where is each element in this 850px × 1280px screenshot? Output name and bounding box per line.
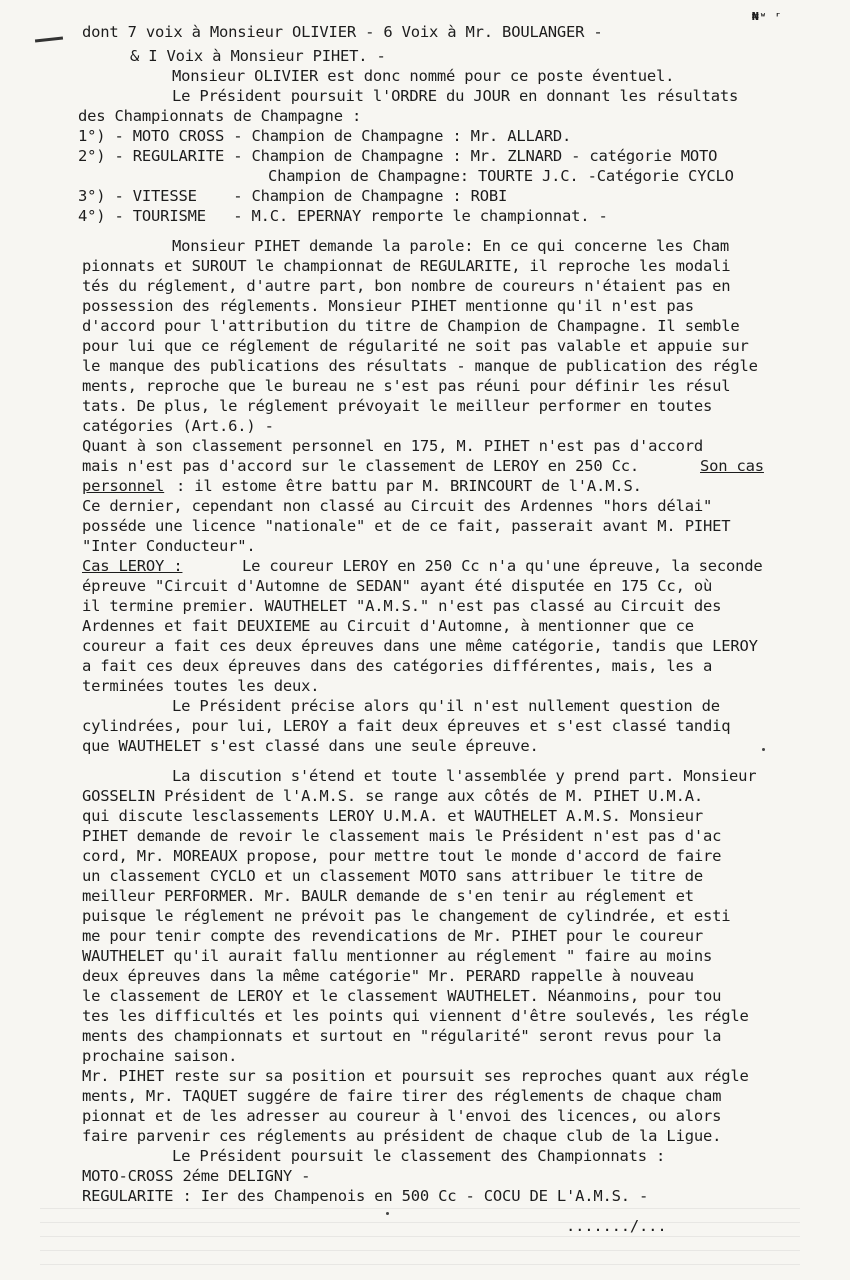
text-line: Le coureur LEROY en 250 Cc n'a qu'une épreuve, la seconde <box>242 557 763 575</box>
text-line: Ce dernier, cependant non classé au Circuit des Ardennes "hors délai" <box>82 497 713 515</box>
text-line: coureur a fait ces deux épreuves dans une même catégorie, tandis que LEROY <box>82 637 758 655</box>
text-line: Quant à son classement personnel en 175, M. PIHET n'est pas d'accord <box>82 437 703 455</box>
list-item-regularite-cyclo: Champion de Champagne: TOURTE J.C. -Catégorie CYCLO <box>268 167 734 185</box>
text-line: tats. De plus, le réglement prévoyait le meilleur performer en toutes <box>82 397 713 415</box>
text-line: Ardennes et fait DEUXIEME au Circuit d'Automne, à mentionner que ce <box>82 617 694 635</box>
text-line: posséde une licence "nationale" et de ce fait, passerait avant M. PIHET <box>82 517 731 535</box>
text-line: des Championnats de Champagne : <box>78 107 362 125</box>
text-line: Le Président poursuit l'ORDRE du JOUR en donnant les résultats <box>172 87 739 105</box>
page-corner-mark: ₦ʷ ʳ <box>752 10 783 23</box>
text-line: ments, reproche que le bureau ne s'est pas réuni pour définir les résul <box>82 377 731 395</box>
text-line: pionnat et de les adresser au coureur à l'envoi des licences, ou alors <box>82 1107 722 1125</box>
text-line: qui discute lesclassements LEROY U.M.A. et WAUTHELET A.M.S. Monsieur <box>82 807 703 825</box>
list-item-regularite: 2°) - REGULARITE - Champion de Champagne : Mr. ZLNARD - catégorie MOTO <box>78 147 718 165</box>
underlined-heading-personnel: personnel <box>82 477 165 495</box>
text-line: WAUTHELET qu'il aurait fallu mentionner au réglement " faire au moins <box>82 947 713 965</box>
text-line: catégories (Art.6.) - <box>82 417 274 435</box>
text-line: REGULARITE : Ier des Champenois en 500 Cc - COCU DE L'A.M.S. - <box>82 1187 649 1205</box>
text-line: meilleur PERFORMER. Mr. BAULR demande de s'en tenir au réglement et <box>82 887 694 905</box>
text-line: épreuve "Circuit d'Automne de SEDAN" ayant été disputée en 175 Cc, où <box>82 577 713 595</box>
list-item-vitesse: 3°) - VITESSE - Champion de Champagne : ROBI <box>78 187 508 205</box>
text-line: me pour tenir compte des revendications de Mr. PIHET pour le coureur <box>82 927 703 945</box>
text-line: ments des championnats et surtout en "régularité" seront revus pour la <box>82 1027 722 1045</box>
list-item-moto-cross: 1°) - MOTO CROSS - Champion de Champagne : Mr. ALLARD. <box>78 127 572 145</box>
text-line: possession des réglements. Monsieur PIHET mentionne qu'il n'est pas <box>82 297 694 315</box>
ink-speck <box>386 1212 389 1215</box>
text-line: GOSSELIN Président de l'A.M.S. se range aux côtés de M. PIHET U.M.A. <box>82 787 703 805</box>
text-line: que WAUTHELET s'est classé dans une seule épreuve. <box>82 737 539 755</box>
underlined-heading-cas-leroy: Cas LEROY : <box>82 557 183 575</box>
text-line: pour lui que ce réglement de régularité ne soit pas valable et appuie sur <box>82 337 749 355</box>
text-line: dont 7 voix à Monsieur OLIVIER - 6 Voix à Mr. BOULANGER - <box>82 23 603 41</box>
text-line: pionnats et SUROUT le championnat de REGULARITE, il reproche les modali <box>82 257 731 275</box>
text-line: mais n'est pas d'accord sur le classement de LEROY en 250 Cc. <box>82 457 640 475</box>
text-line: ments, Mr. TAQUET suggére de faire tirer des réglements de chaque cham <box>82 1087 722 1105</box>
text-line: Mr. PIHET reste sur sa position et poursuit ses reproches quant aux régle <box>82 1067 749 1085</box>
text-line: faire parvenir ces réglements au président de chaque club de la Ligue. <box>82 1127 722 1145</box>
text-line: cylindrées, pour lui, LEROY a fait deux épreuves et s'est classé tandiq <box>82 717 731 735</box>
underlined-heading-son-cas: Son cas <box>700 457 764 475</box>
text-line: La discution s'étend et toute l'assemblée y prend part. Monsieur <box>172 767 757 785</box>
text-line: le classement de LEROY et le classement WAUTHELET. Néanmoins, pour tou <box>82 987 722 1005</box>
text-line: a fait ces deux épreuves dans des catégories différentes, mais, les a <box>82 657 713 675</box>
text-line: Monsieur OLIVIER est donc nommé pour ce poste éventuel. <box>172 67 675 85</box>
list-item-tourisme: 4°) - TOURISME - M.C. EPERNAY remporte le championnat. - <box>78 207 608 225</box>
text-line: tes les difficultés et les points qui viennent d'être soulevés, les régle <box>82 1007 749 1025</box>
text-line: d'accord pour l'attribution du titre de Champion de Champagne. Il semble <box>82 317 740 335</box>
text-line: tés du réglement, d'autre part, bon nombre de coureurs n'étaient pas en <box>82 277 731 295</box>
text-line: Le Président précise alors qu'il n'est nullement question de <box>172 697 720 715</box>
bleed-through-texture <box>40 1205 800 1265</box>
text-line: un classement CYCLO et un classement MOTO sans attribuer le titre de <box>82 867 703 885</box>
text-line: : il estome être battu par M. BRINCOURT de l'A.M.S. <box>176 477 642 495</box>
text-line: Le Président poursuit le classement des Championnats : <box>172 1147 666 1165</box>
text-line: & I Voix à Monsieur PIHET. - <box>130 47 386 65</box>
text-line: puisque le réglement ne prévoit pas le changement de cylindrée, et esti <box>82 907 731 925</box>
text-line: terminées toutes les deux. <box>82 677 320 695</box>
text-line: prochaine saison. <box>82 1047 238 1065</box>
text-line: il termine premier. WAUTHELET "A.M.S." n'est pas classé au Circuit des <box>82 597 722 615</box>
continuation-marker: ......./... <box>566 1217 667 1235</box>
text-line: Monsieur PIHET demande la parole: En ce qui concerne les Cham <box>172 237 730 255</box>
text-line: PIHET demande de revoir le classement mais le Président n'est pas d'ac <box>82 827 722 845</box>
text-line: MOTO-CROSS 2éme DELIGNY - <box>82 1167 311 1185</box>
margin-mark <box>35 37 63 43</box>
text-line: cord, Mr. MOREAUX propose, pour mettre tout le monde d'accord de faire <box>82 847 722 865</box>
text-line: deux épreuves dans la même catégorie" Mr. PERARD rappelle à nouveau <box>82 967 694 985</box>
text-line: "Inter Conducteur". <box>82 537 256 555</box>
ink-speck <box>762 748 765 751</box>
text-line: le manque des publications des résultats - manque de publication des régle <box>82 357 758 375</box>
